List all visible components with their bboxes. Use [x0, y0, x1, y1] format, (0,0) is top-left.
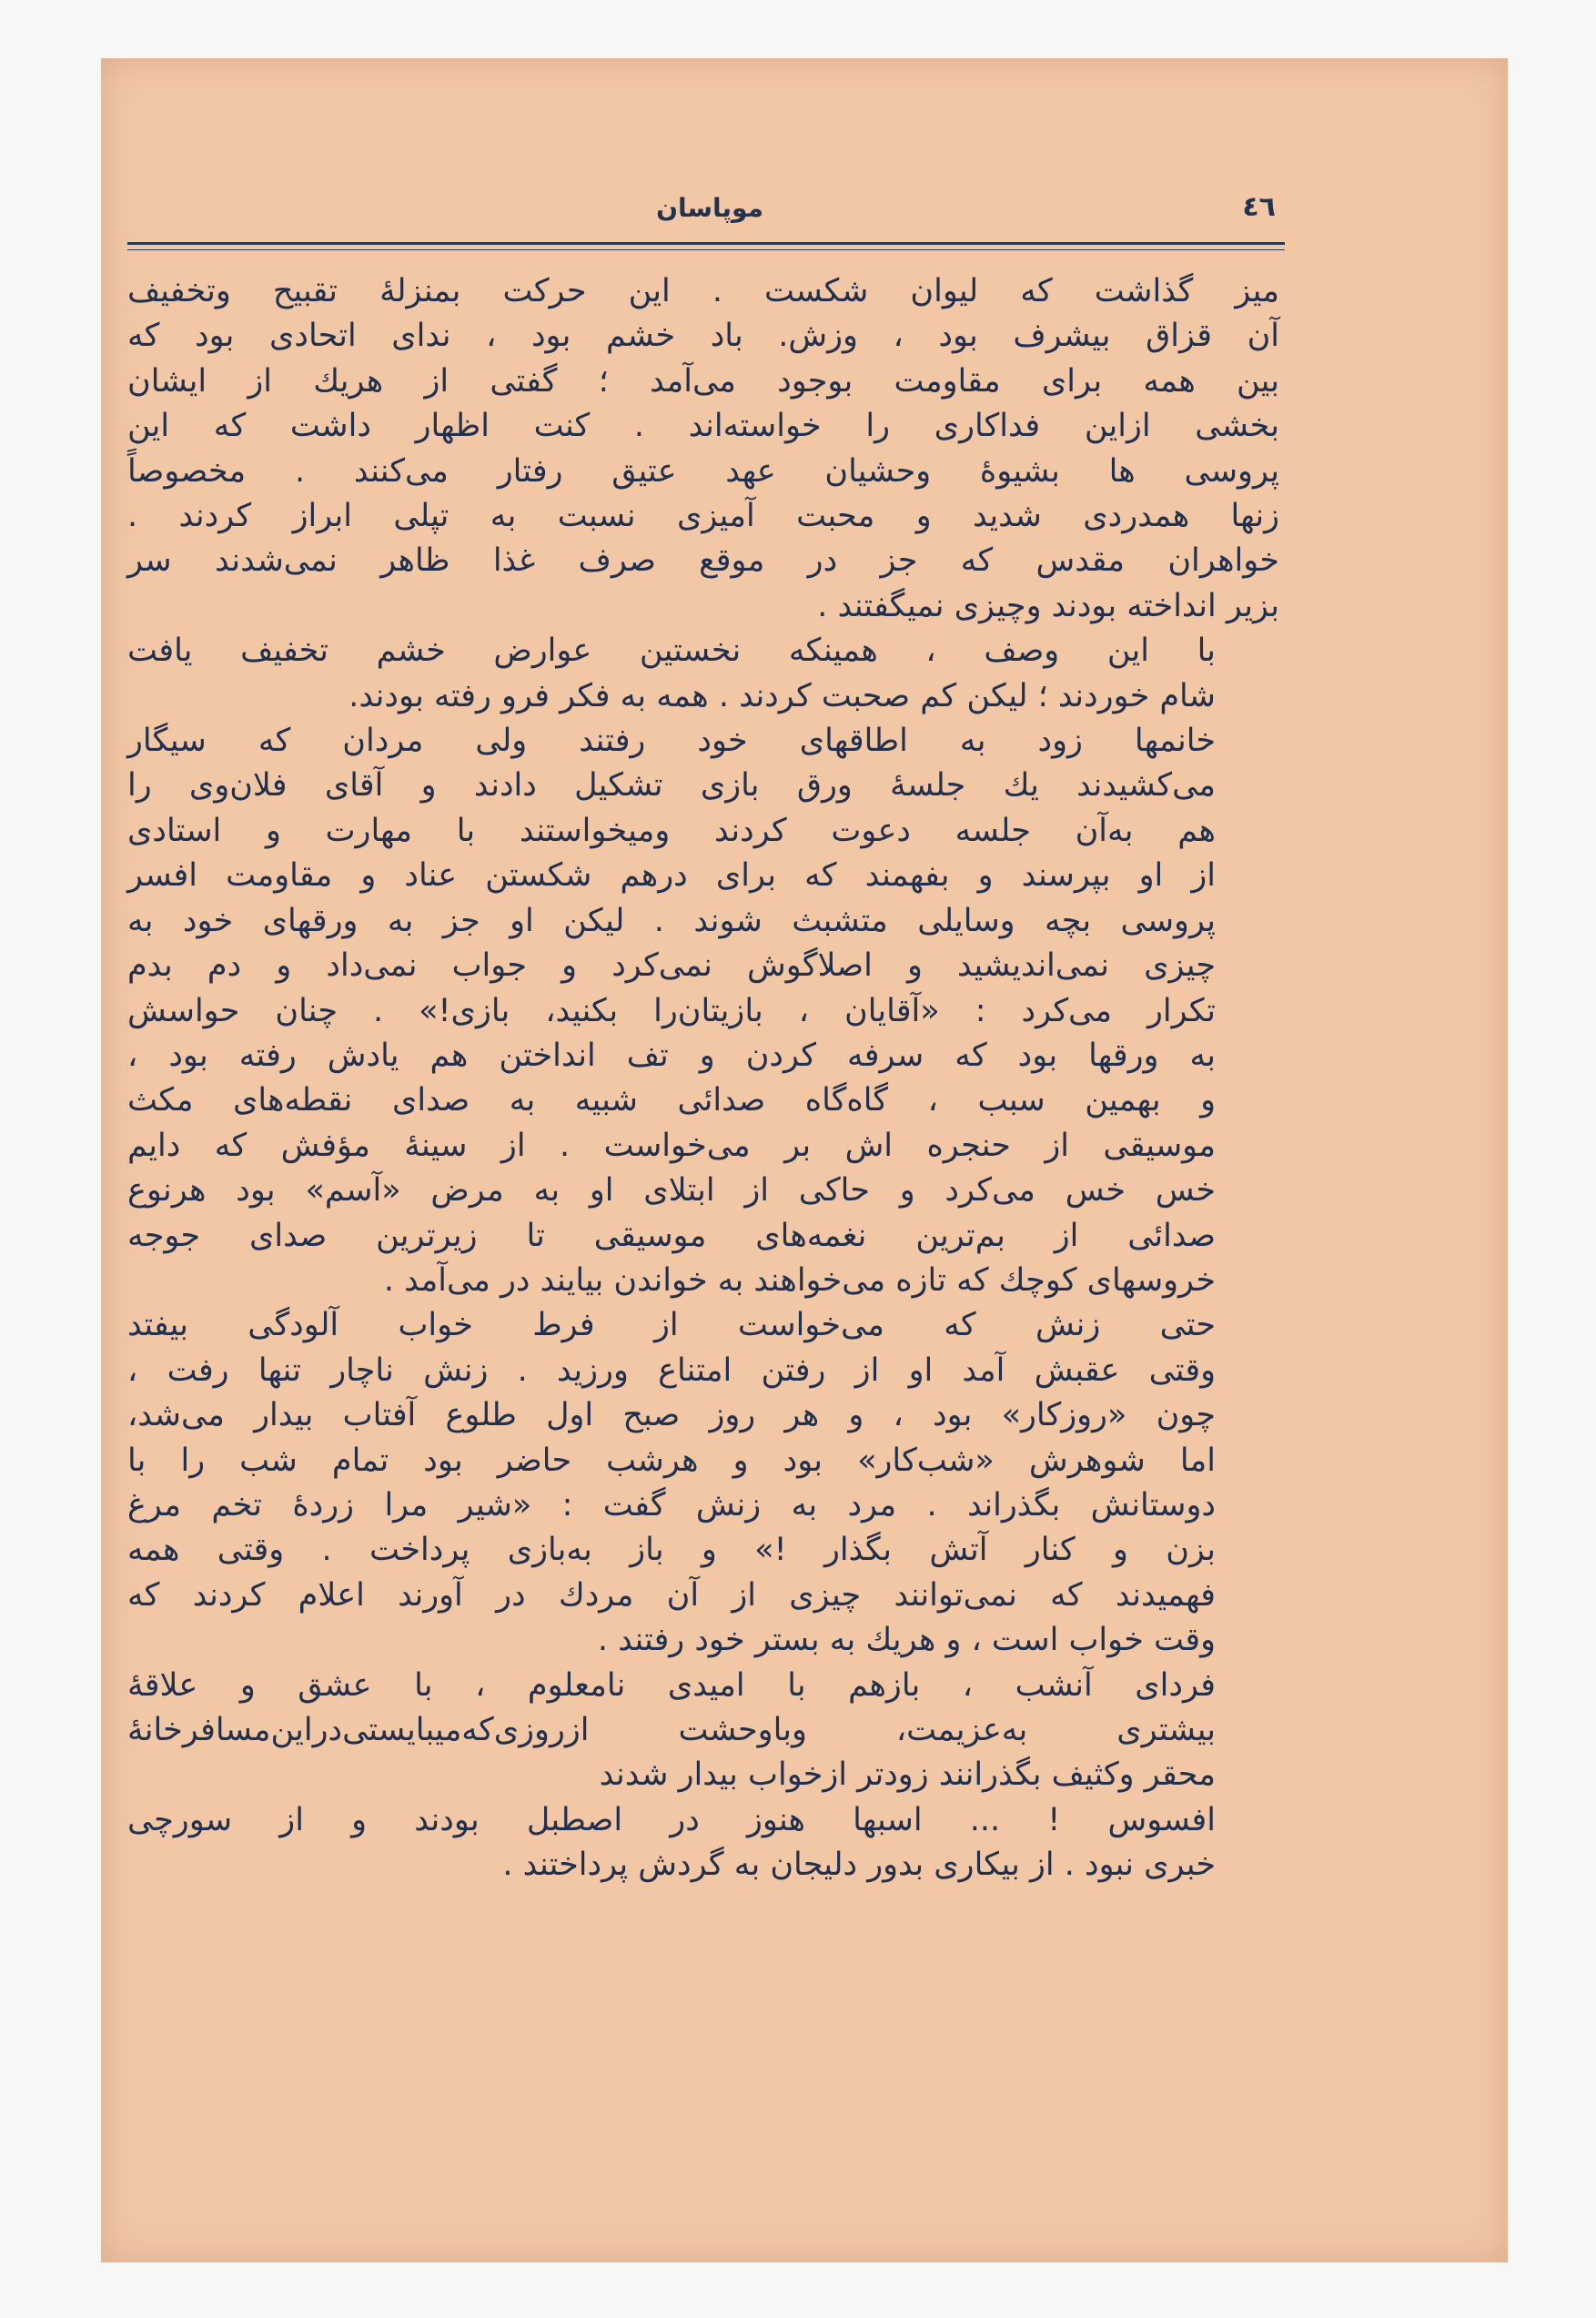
text-line: خس خس می‌کرد و حاکی از ابتلای او به مرض «آسم» بود هرنوع: [127, 1172, 1216, 1210]
text-line: هم به‌آن جلسه دعوت کردند ومیخواستند با مهارت و استادی: [127, 812, 1216, 849]
text-line: بیشتری به‌عزیمت، وباوحشت ازروزی‌که‌میبایستی‌دراین‌مسافرخانهٔ: [127, 1712, 1216, 1748]
text-line: دوستانش بگذراند . مرد به زنش گفت : «شیر مرا زردهٔ تخم مرغ: [127, 1486, 1216, 1523]
text-line: می‌کشیدند یك جلسهٔ ورق بازی تشکیل دادند و آقای فلان‌وی را: [127, 767, 1216, 805]
text-line: صدائی از بم‌ترین نغمه‌های موسیقی تا زیرترین صدای جوجه: [127, 1217, 1216, 1254]
text-line: اما شوهرش «شب‌کار» بود و هرشب حاضر بود تمام شب را با: [127, 1442, 1216, 1479]
paragraph: [127, 719, 1279, 1303]
text-line: به ورقها بود که سرفه کردن و تف انداختن هم یادش رفته بود ،: [127, 1037, 1216, 1074]
text-line: شام خوردند ؛ لیکن کم صحبت کردند . همه به فکر فرو رفته بودند.: [348, 677, 1216, 714]
paragraph: [127, 1303, 1279, 1663]
text-line: حتی زنش که می‌خواست از فرط خواب آلودگی بیفتد: [127, 1307, 1216, 1344]
paragraph: [127, 629, 1279, 719]
text-line: زنها همدردی شدید و محبت آمیزی نسبت به تپلی ابراز کردند .: [127, 498, 1279, 535]
text-line: موسیقی از حنجره اش بر می‌خواست . از سینهٔ مؤفش که دایم: [127, 1127, 1216, 1164]
text-line: محقر وکثیف بگذرانند زودتر ازخواب بیدار شدند: [599, 1756, 1216, 1794]
running-title: موپاسان: [656, 193, 763, 223]
text-line: وقت خواب است ، و هریك به بستر خود رفتند .: [597, 1622, 1216, 1659]
header-rule-thin: [127, 249, 1285, 250]
text-line: پروسی بچه وسایلی متشبث شوند . لیکن او جز به ورقهای خود به: [127, 902, 1216, 939]
paragraph: [127, 1798, 1279, 1888]
paragraph: [127, 1664, 1279, 1798]
text-line: خواهران مقدس که جز در موقع صرف غذا ظاهر نمی‌شدند سر: [127, 542, 1279, 580]
text-line: چیزی نمی‌اندیشید و اصلاگوش نمی‌کرد و جواب نمی‌داد و دم بدم: [127, 947, 1216, 985]
text-line: پروسی ها بشیوهٔ وحشیان عهد عتیق رفتار می‌کنند . مخصوصاً: [127, 452, 1279, 490]
text-line: فهمیدند که نمی‌توانند چیزی از آن مردك در آورند اعلام کردند که: [127, 1576, 1216, 1614]
page-number: ٤٦: [1242, 191, 1276, 223]
paragraph: [127, 269, 1279, 629]
text-line: بین همه برای مقاومت بوجود می‌آمد ؛ گفتی از هریك از ایشان: [127, 362, 1279, 400]
text-line: از او بپرسند و بفهمند که برای درهم شکستن عناد و مقاومت افسر: [127, 857, 1216, 895]
text-line: بزن و کنار آتش بگذار !» و باز به‌بازی پرداخت . وقتی همه: [127, 1532, 1216, 1569]
text-line: تکرار می‌کرد : «آقایان ، بازیتان‌را بکنید، بازی!» . چنان حواسش: [127, 992, 1216, 1029]
text-line: فردای آنشب ، بازهم با امیدی نامعلوم ، با عشق و علاقهٔ: [127, 1666, 1216, 1704]
text-line: میز گذاشت که لیوان شکست . این حرکت بمنزلهٔ تقبیح وتخفیف: [127, 273, 1279, 309]
text-line: آن قزاق بیشرف بود ، وزش. باد خشم بود ، ندای اتحادی بود که: [127, 318, 1279, 355]
text-line: بخشی ازاین فداکاری را خواسته‌اند . کنت اظهار داشت که این: [127, 408, 1279, 445]
text-line: وقتی عقبش آمد او از رفتن امتناع ورزید . زنش ناچار تنها رفت ،: [127, 1351, 1216, 1389]
text-line: بزیر انداخته بودند وچیزی نمیگفتند .: [817, 587, 1279, 624]
text-line: افسوس ! ... اسبها هنوز در اصطبل بودند و از سورچی: [127, 1801, 1216, 1838]
body-text: [127, 269, 1279, 1888]
text-line: و بهمین سبب ، گاه‌گاه صدائی شبیه به صدای نقطه‌های مکث: [127, 1082, 1216, 1119]
header-rule-thick: [127, 242, 1285, 245]
text-line: با این وصف ، همینکه نخستین عوارض خشم تخفیف یافت: [127, 633, 1216, 670]
text-line: چون «روزکار» بود ، و هر روز صبح اول طلوع آفتاب بیدار می‌شد،: [127, 1397, 1216, 1434]
text-line: خروسهای کوچك که تازه می‌خواهند به خواندن بیایند در می‌آمد .: [383, 1261, 1216, 1299]
text-line: خانمها زود به اطاقهای خود رفتند ولی مردان که سیگار: [127, 723, 1216, 760]
text-line: خبری نبود . از بیکاری بدور دلیجان به گردش پرداختند .: [502, 1847, 1216, 1884]
page-header: [136, 191, 1283, 246]
